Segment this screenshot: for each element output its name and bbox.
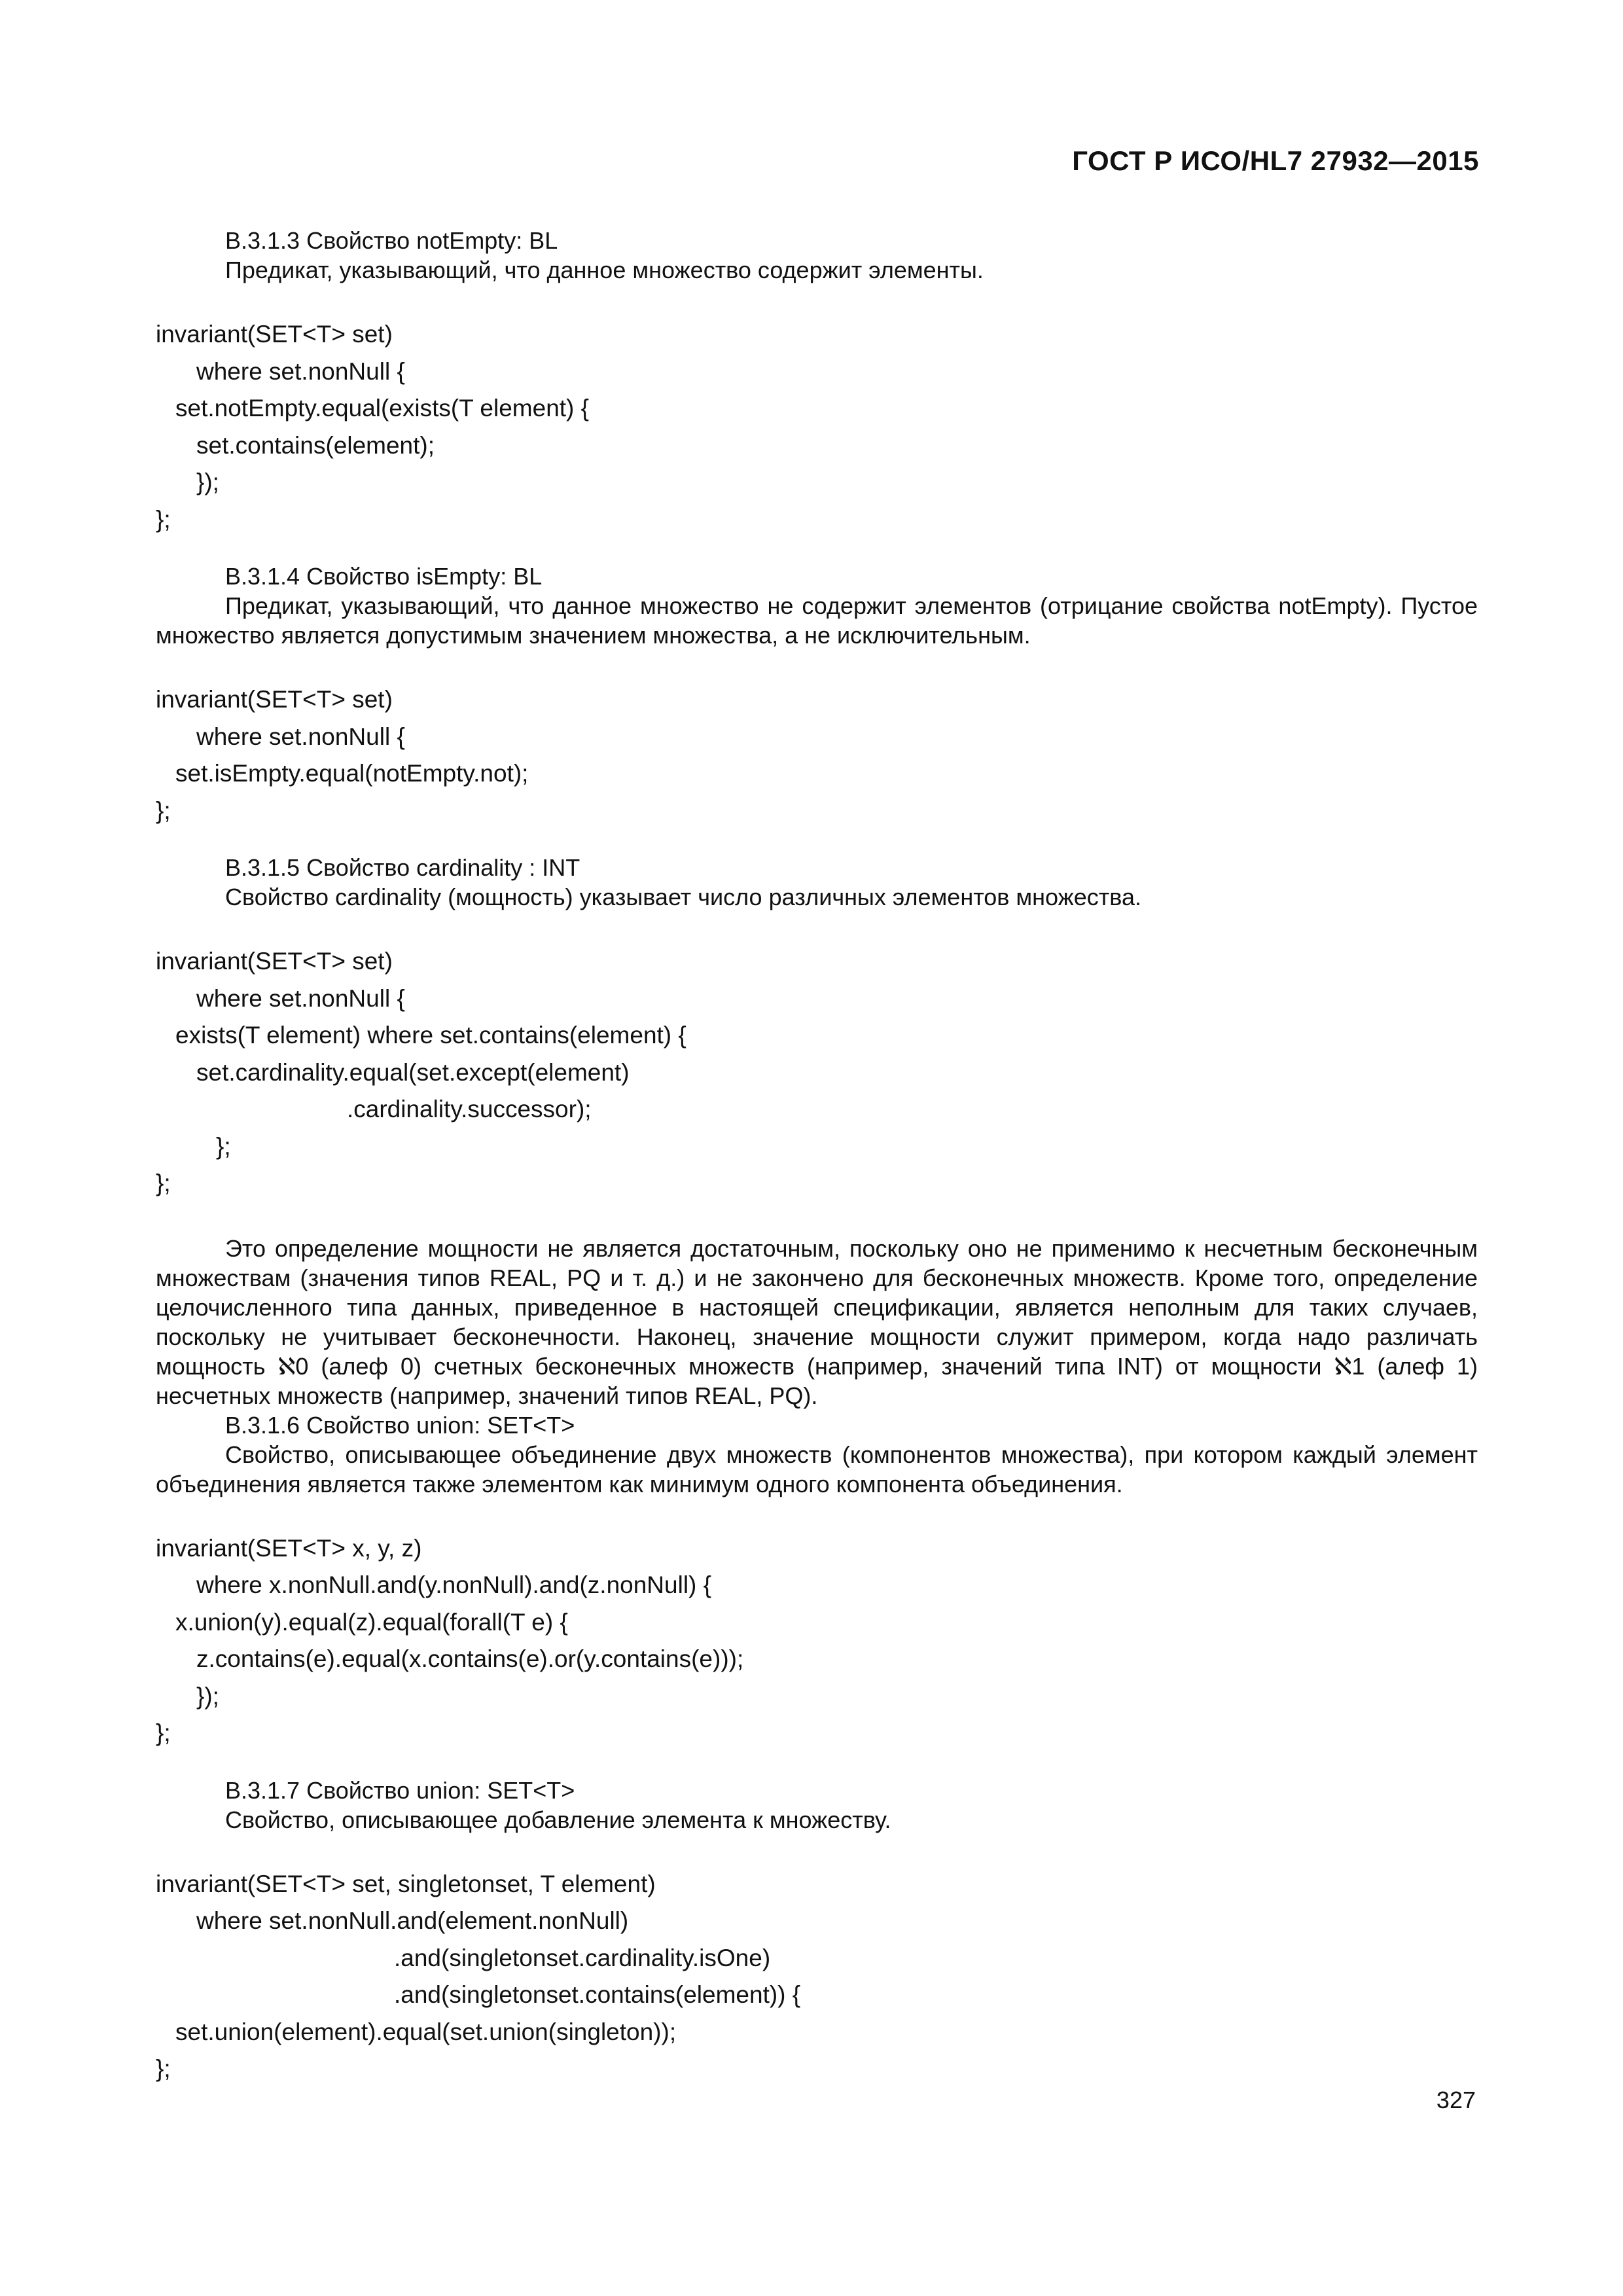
code-line: x.union(y).equal(z).equal(forall(T e) {	[175, 1608, 568, 1636]
code-block	[156, 316, 1478, 538]
section-title: B.3.1.4 Свойство isEmpty: BL	[225, 563, 543, 590]
code-line: .cardinality.successor);	[347, 1096, 592, 1122]
code-line: where x.nonNull.and(y.nonNull).and(z.nonNull) {	[196, 1571, 712, 1598]
section-title: B.3.1.5 Свойство cardinality : INT	[225, 854, 580, 881]
code-line: invariant(SET<T> set)	[156, 321, 393, 348]
code-line: where set.nonNull {	[196, 357, 405, 385]
code-line: invariant(SET<T> set)	[156, 948, 393, 975]
section-title: B.3.1.6 Свойство union: SET<T>	[225, 1411, 575, 1439]
section-union-element	[156, 1776, 1478, 2088]
code-line: set.isEmpty.equal(notEmpty.not);	[175, 760, 529, 787]
code-line: set.cardinality.equal(set.except(element)	[196, 1058, 630, 1086]
section-text: Свойство, описывающее объединение двух множеств (компонентов множества), при котором каждый элемент объединения является также элементом как минимум одного компонента объединения.	[156, 1441, 1478, 1498]
code-line: };	[216, 1132, 231, 1160]
code-line: set.union(element).equal(set.union(singleton));	[175, 2018, 677, 2045]
code-line: };	[156, 2055, 171, 2082]
section-text: Предикат, указывающий, что данное множество содержит элементы.	[225, 257, 984, 283]
code-line: invariant(SET<T> set, singletonset, T element)	[156, 1870, 656, 1897]
code-line: where set.nonNull {	[196, 723, 405, 750]
page-content	[156, 226, 1478, 2088]
section-text: Предикат, указывающий, что данное множество не содержит элементов (отрицание свойства notEmpty). Пустое множество является допустимым значением множества, а не исключительным.	[156, 592, 1478, 649]
code-line: };	[156, 1170, 171, 1196]
document-standard-header: ГОСТ Р ИСО/HL7 27932—2015	[1072, 145, 1479, 176]
page-number: 327	[1436, 2087, 1476, 2113]
section-title: B.3.1.7 Свойство union: SET<T>	[225, 1776, 575, 1804]
code-line: .and(singletonset.cardinality.isOne)	[394, 1944, 771, 1971]
section-isempty	[156, 562, 1478, 829]
section-notempty	[156, 226, 1478, 538]
code-block	[156, 1866, 1478, 2088]
code-line: invariant(SET<T> x, y, z)	[156, 1534, 422, 1562]
code-line: set.notEmpty.equal(exists(T element) {	[175, 395, 590, 422]
section-text: Свойство cardinality (мощность) указывает число различных элементов множества.	[225, 884, 1142, 910]
section-title: B.3.1.3 Свойство notEmpty: BL	[225, 227, 558, 254]
code-line: .and(singletonset.contains(element)) {	[394, 1981, 801, 2008]
code-line: });	[196, 1682, 219, 1710]
code-line: };	[156, 505, 171, 533]
code-line: exists(T element) where set.contains(element) {	[175, 1022, 687, 1049]
code-line: set.contains(element);	[196, 431, 435, 459]
code-block	[156, 1530, 1478, 1752]
code-line: invariant(SET<T> set)	[156, 686, 393, 713]
code-line: where set.nonNull {	[196, 984, 405, 1012]
code-line: });	[196, 469, 219, 495]
section-text: Свойство, описывающее добавление элемента к множеству.	[225, 1806, 891, 1833]
code-line: where set.nonNull.and(element.nonNull)	[196, 1907, 629, 1934]
cardinality-note: Это определение мощности не является достаточным, поскольку оно не применимо к несчетным бесконечным множествам (значения типов REAL, PQ и т. д.) и не закончено для бесконечных множеств. Кроме того, определение целочисленного типа данных, приведенное в настоящей спецификации, является неполным для таких случаев, поскольку не учитывает бесконечности. Наконец, значение мощности служит примером, когда надо различать мощность ℵ0 (алеф 0) счетных бесконечных множеств (например, значений типа INT) от мощности ℵ1 (алеф 1) несчетных множеств (например, значений типов REAL, PQ).	[156, 1234, 1478, 1409]
section-cardinality	[156, 853, 1478, 1410]
code-line: };	[156, 1719, 171, 1746]
code-block	[156, 943, 1478, 1202]
code-line: };	[156, 797, 171, 824]
section-union-sets	[156, 1410, 1478, 1752]
code-block	[156, 681, 1478, 829]
code-line: z.contains(e).equal(x.contains(e).or(y.contains(e)));	[196, 1645, 744, 1672]
